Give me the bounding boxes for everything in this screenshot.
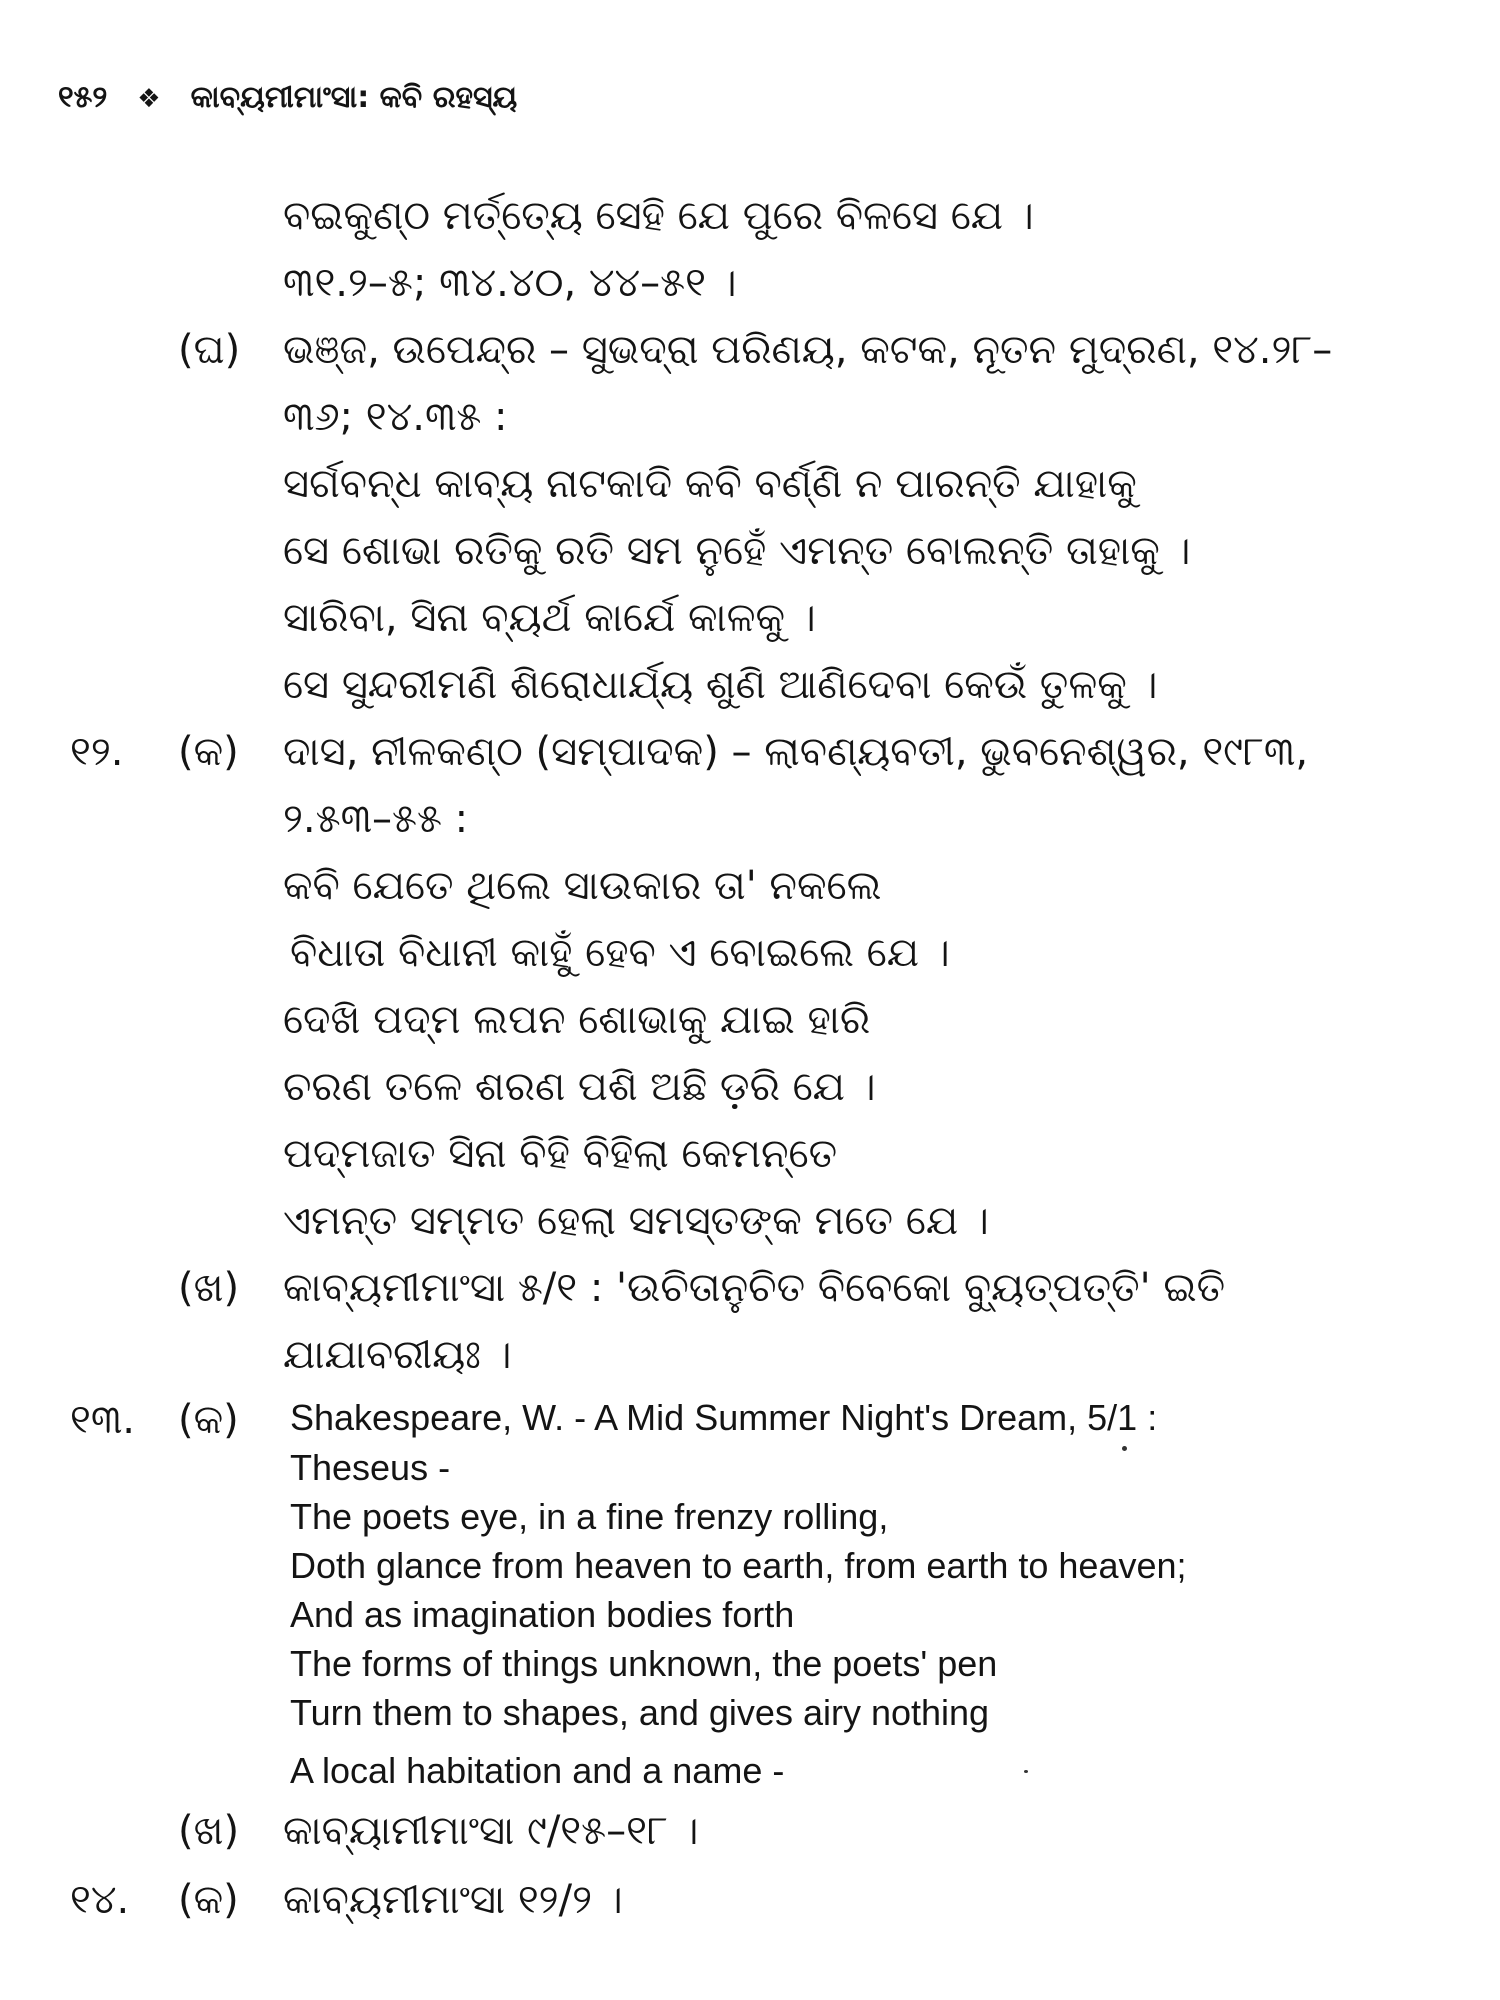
english-verse-line: A local habitation and a name - [290,1750,785,1791]
verse-line: ସେ ଶୋଭା ରତିକୁ ରତି ସମ ନୁହେଁ ଏମନ୍ତ ବୋଲନ୍ତି ତାହାକୁ । [283,528,1191,574]
citation-line: ଭଞ୍ଜ, ଉପେନ୍ଦ୍ର – ସୁଭଦ୍ରା ପରିଣୟ, କଟକ, ନୂତନ ମୁଦ୍ରଣ, ୧୪.୨୮– [283,327,1333,373]
note-number-12: ୧୨. [70,729,124,775]
note-label-ka: (କ) [178,1397,239,1443]
citation-line: କାବ୍ୟମୀମାଂସା ୫/୧ : 'ଉଚିତାନୁଚିତ ବିବେକୋ ବ୍ୟୁତ୍ପତ୍ତି' ଇତି [283,1265,1226,1311]
running-title: କାବ୍ୟମୀମାଂସା: କବି ରହସ୍ୟ [190,80,518,115]
page-number: ୧୫୨ [58,80,108,115]
english-citation: Shakespeare, W. - A Mid Summer Night's Dream, 5/1 : [290,1397,1158,1438]
note-label-kha: (ଖ) [178,1265,240,1311]
continuation-verse-line: ବଇକୁଣ୍ଠ ମର୍ତ୍ତ୍ୟେ ସେହି ଯେ ପୁରେ ବିଳସେ ଯେ । [283,193,1034,239]
ornament-separator: ❖ [137,84,161,114]
citation-line: କାବ୍ୟମୀମାଂସା ୧୨/୨ । [283,1877,623,1923]
verse-line: ସାରିବା, ସିନା ବ୍ୟର୍ଥ କାର୍ଯେ କାଳକୁ । [283,595,816,641]
scan-speck [1122,1446,1127,1451]
citation-line: ଦାସ, ନୀଳକଣ୍ଠ (ସମ୍ପାଦକ) – ଲାବଣ୍ୟବତୀ, ଭୁବନେଶ୍ୱର, ୧୯୮୩, [283,729,1309,775]
english-verse-line: Turn them to shapes, and gives airy nothing [290,1692,990,1733]
verse-line: ସର୍ଗବନ୍ଧ କାବ୍ୟ ନାଟକାଦି କବି ବର୍ଣ୍ଣି ନ ପାରନ୍ତି ଯାହାକୁ [283,461,1137,507]
citation-line: ୩୬; ୧୪.୩୫ : [283,394,508,440]
note-label-gha: (ଘ) [178,327,241,373]
verse-line: ଦେଖି ପଦ୍ମ ଲପନ ଶୋଭାକୁ ଯାଇ ହାରି [283,997,871,1043]
scan-speck [1024,1770,1028,1773]
note-label-ka: (କ) [178,1877,239,1923]
citation-line: ଯାଯାବରୀୟଃ । [283,1332,512,1378]
english-verse-line: The forms of things unknown, the poets' pen [290,1643,998,1684]
citation-line: କାବ୍ୟାମୀମାଂସା ୯/୧୫–୧୮ । [283,1808,699,1854]
citation-line: ୨.୫୩–୫୫ : [283,796,469,842]
speaker-name: Theseus - [290,1447,451,1488]
english-verse-line: And as imagination bodies forth [290,1594,795,1635]
note-number-14: ୧୪. [70,1877,130,1923]
verse-line: ଚରଣ ତଳେ ଶରଣ ପଶି ଅଛି ଡ଼ରି ଯେ । [283,1064,876,1110]
english-verse-line: The poets eye, in a fine frenzy rolling, [290,1496,889,1537]
english-verse-line: Doth glance from heaven to earth, from earth to heaven; [290,1545,1187,1586]
verse-line: ପଦ୍ମଜାତ ସିନା ବିହି ବିହିଲା କେମନ୍ତେ [283,1131,838,1177]
note-label-ka: (କ) [178,729,239,775]
verse-line: ସେ ସୁନ୍ଦରୀମଣି ଶିରୋଧାର୍ଯ୍ୟ ଶୁଣି ଆଣିଦେବା କେଉଁ ତୁଳକୁ । [283,662,1158,708]
verse-line: ବିଧାତା ବିଧାନୀ କାହୁଁ ହେବ ଏ ବୋଇଲେ ଯେ । [290,930,950,976]
note-number-13: ୧୩. [70,1397,135,1443]
running-header [58,80,517,115]
note-label-kha: (ଖ) [178,1808,240,1854]
verse-line: କବି ଯେତେ ଥିଲେ ସାଉକାର ତା' ନକଲେ [283,863,882,909]
verse-line: ଏମନ୍ତ ସମ୍ମତ ହେଲା ସମସ୍ତଙ୍କ ମତେ ଯେ । [283,1198,989,1244]
continuation-reference: ୩୧.୨–୫; ୩୪.୪୦, ୪୪–୫୧ । [283,260,737,306]
